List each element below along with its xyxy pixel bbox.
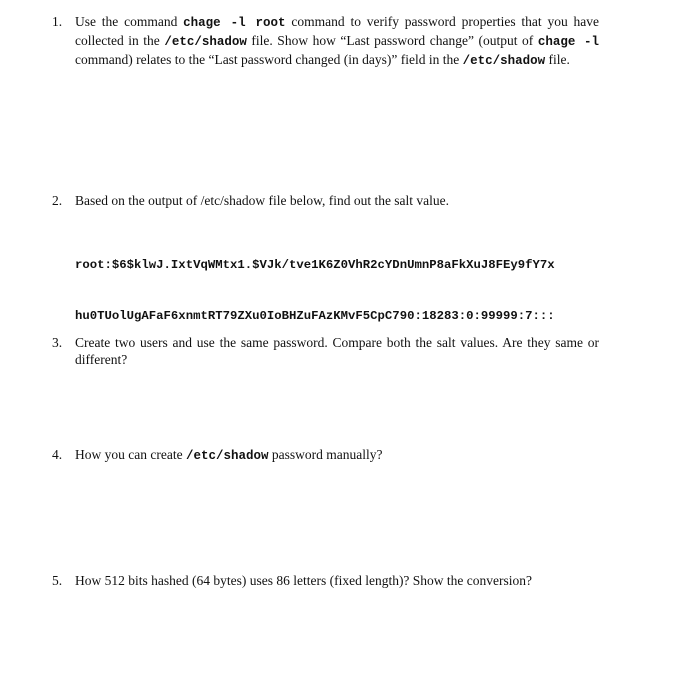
inline-code: /etc/shadow <box>462 54 546 68</box>
question-number: 1. <box>52 14 63 29</box>
inline-code: chage -l <box>537 35 599 49</box>
inline-code: /etc/shadow <box>164 35 247 49</box>
code-line: root:$6$klwJ.IxtVqWMtx1.$VJk/tve1K6Z0VhR2cYDnUmnP8aFkXuJ8FEy9fY7x <box>75 258 555 272</box>
question-text: Create two users and use the same password. Compare both the salt values. Are they same or different? <box>75 335 599 367</box>
inline-code: /etc/shadow <box>185 449 269 463</box>
question-text: Based on the output of /etc/shadow file below, find out the salt value. <box>75 193 450 208</box>
question-number: 3. <box>52 335 63 350</box>
code-line: hu0TUolUgAFaF6xnmtRT79ZXu0IoBHZuFAzKMvF5CpC790:18283:0:99999:7::: <box>75 309 555 323</box>
question-number: 2. <box>52 193 63 208</box>
inline-code: chage -l root <box>183 16 286 30</box>
question-text: Use the command chage -l root command to verify password properties that you have collected in the /etc/shadow file. Show how “Last password change” (output of chage -l command) relates to the “Last password changed (in days)” field in the /etc/shadow file. <box>75 14 599 68</box>
question-text: How you can create /etc/shadow password manually? <box>75 447 383 463</box>
question-number: 4. <box>52 447 63 462</box>
question-text: How 512 bits hashed (64 bytes) uses 86 letters (fixed length)? Show the conversion? <box>75 573 533 588</box>
question-number: 5. <box>52 573 63 588</box>
